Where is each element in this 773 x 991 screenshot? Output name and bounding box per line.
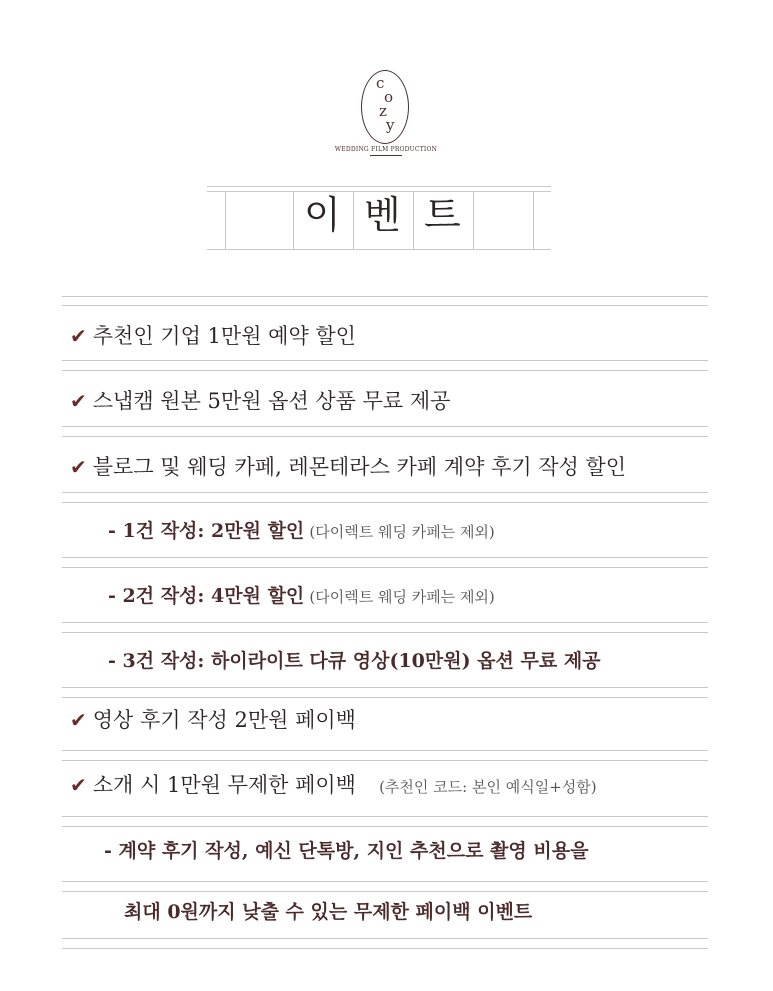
divider bbox=[62, 360, 708, 361]
divider bbox=[62, 881, 708, 882]
logo-letter-c: c bbox=[376, 74, 385, 92]
page-title-char: 이 bbox=[304, 193, 341, 237]
event-item bbox=[70, 775, 597, 796]
title-grid-line bbox=[293, 191, 294, 249]
logo-underline bbox=[370, 155, 402, 156]
logo-letter-o: o bbox=[384, 88, 394, 106]
title-grid-line bbox=[353, 191, 354, 249]
divider bbox=[62, 370, 708, 371]
checkmark-icon: ✔ bbox=[70, 324, 87, 348]
event-item-text: 영상 후기 작성 2만원 페이백 bbox=[92, 708, 356, 732]
divider bbox=[62, 948, 708, 949]
event-sub-item bbox=[108, 652, 601, 671]
event-item bbox=[70, 457, 626, 478]
logo-subtitle: WEDDING FILM PRODUCTION bbox=[334, 146, 438, 153]
divider bbox=[62, 750, 708, 751]
divider bbox=[62, 816, 708, 817]
title-bottom-rule bbox=[207, 249, 551, 250]
checkmark-icon: ✔ bbox=[70, 708, 87, 732]
event-sub-note: (다이렉트 웨딩 카페는 제외) bbox=[309, 588, 495, 606]
event-item-note: (추천인 코드: 본인 예식일+성함) bbox=[379, 778, 597, 796]
divider bbox=[62, 426, 708, 427]
event-sub-item bbox=[104, 842, 588, 861]
brand-logo bbox=[334, 66, 438, 158]
divider bbox=[62, 436, 708, 437]
divider bbox=[62, 687, 708, 688]
divider bbox=[62, 891, 708, 892]
title-grid-line bbox=[413, 191, 414, 249]
event-sub-text: - 2건 작성: 4만원 할인 bbox=[108, 585, 305, 607]
checkmark-icon: ✔ bbox=[70, 389, 87, 413]
event-item bbox=[70, 710, 356, 731]
event-sub-text: - 1건 작성: 2만원 할인 bbox=[108, 520, 305, 542]
logo-letter-z: z bbox=[379, 102, 387, 120]
event-item bbox=[70, 391, 450, 412]
divider bbox=[62, 697, 708, 698]
title-grid-line bbox=[225, 191, 226, 249]
checkmark-icon: ✔ bbox=[70, 455, 87, 479]
event-item-text: 소개 시 1만원 무제한 페이백 bbox=[92, 773, 356, 797]
logo-letter-y: y bbox=[386, 116, 395, 134]
title-top-rule-2 bbox=[207, 191, 551, 192]
divider bbox=[62, 492, 708, 493]
divider bbox=[62, 826, 708, 827]
event-sub-item bbox=[124, 903, 532, 922]
divider bbox=[62, 557, 708, 558]
event-item-text: 추천인 기업 1만원 예약 할인 bbox=[92, 324, 356, 348]
page-title-char: 벤 bbox=[364, 193, 401, 237]
event-sub-text: 최대 0원까지 낮출 수 있는 무제한 페이백 이벤트 bbox=[124, 901, 533, 923]
divider bbox=[62, 632, 708, 633]
divider bbox=[62, 567, 708, 568]
event-item-text: 스냅캠 원본 5만원 옵션 상품 무료 제공 bbox=[92, 389, 451, 413]
event-sub-item bbox=[108, 587, 495, 606]
event-item bbox=[70, 326, 356, 347]
divider bbox=[62, 305, 708, 306]
divider bbox=[62, 938, 708, 939]
event-sub-item bbox=[108, 522, 495, 541]
divider bbox=[62, 502, 708, 503]
title-grid-line bbox=[473, 191, 474, 249]
event-item-text: 블로그 및 웨딩 카페, 레몬테라스 카페 계약 후기 작성 할인 bbox=[92, 455, 627, 479]
divider bbox=[62, 622, 708, 623]
event-sub-text: - 계약 후기 작성, 예신 단톡방, 지인 추천으로 촬영 비용을 bbox=[104, 840, 589, 862]
divider bbox=[62, 760, 708, 761]
title-top-rule-1 bbox=[207, 186, 551, 187]
checkmark-icon: ✔ bbox=[70, 773, 87, 797]
event-sub-note: (다이렉트 웨딩 카페는 제외) bbox=[309, 523, 495, 541]
event-sub-text: - 3건 작성: 하이라이트 다큐 영상(10만원) 옵션 무료 제공 bbox=[108, 650, 601, 672]
divider bbox=[62, 296, 708, 297]
title-grid-line bbox=[533, 191, 534, 249]
page-title-char: 트 bbox=[424, 193, 461, 237]
